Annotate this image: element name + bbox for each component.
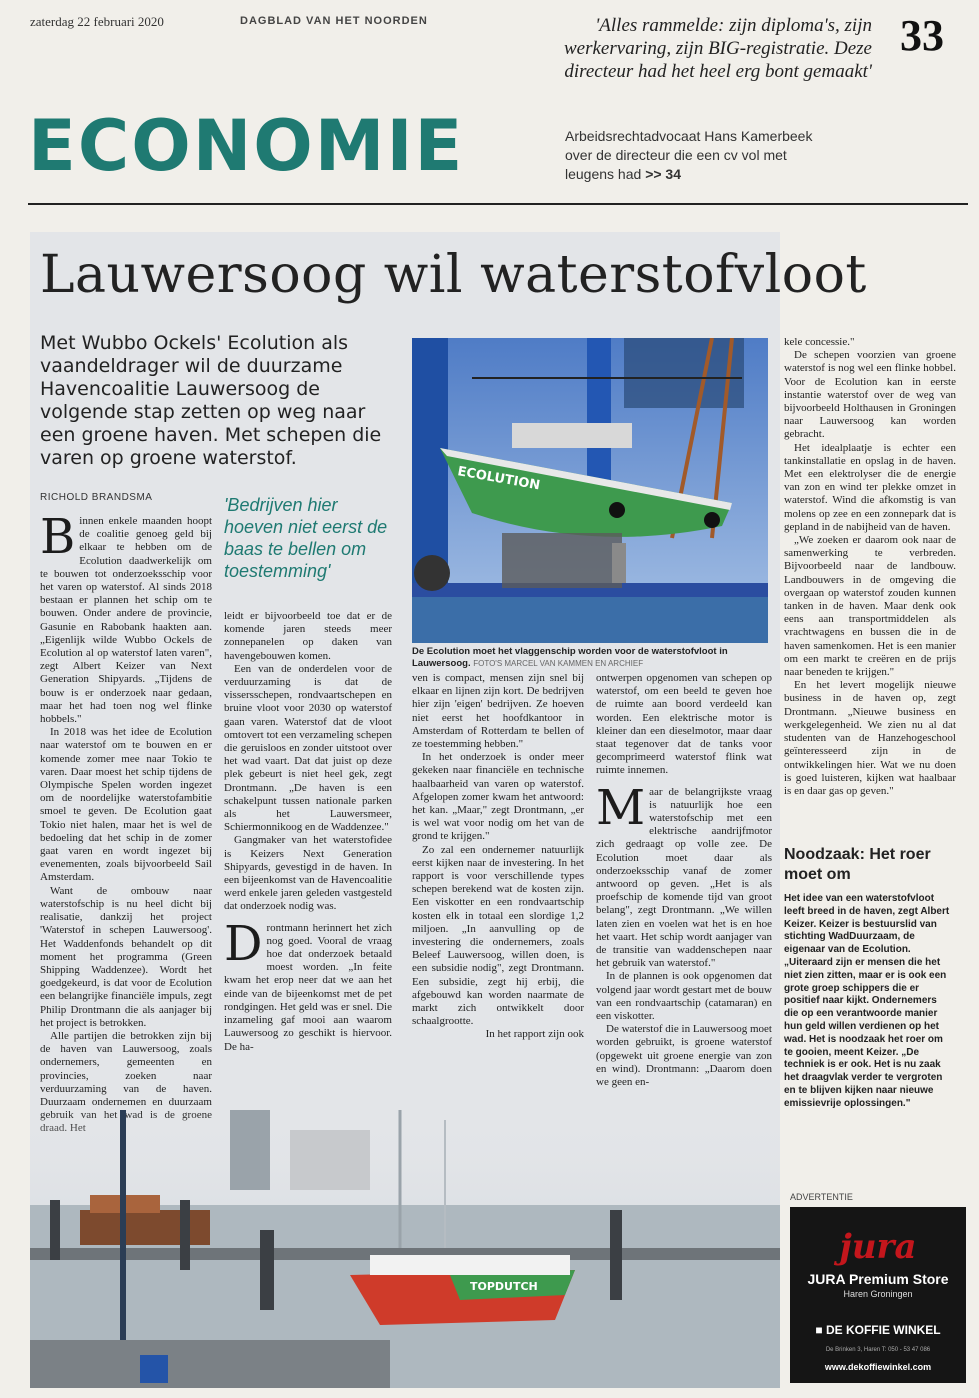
- col5-para-3: Het idealplaatje is echter een tankinstallatie en opslag in de haven. Met een elektrolyser die de energie van zon en wind ter plekke omzet in waterstof. Wind die afkomstig is van molens op zee en een zonnepark dat is gepland in de nabijheid van de haven.: [784, 441, 956, 533]
- teaser: [565, 127, 825, 184]
- column-4: [596, 672, 772, 1089]
- section-rule: [28, 203, 968, 205]
- col4-para-1: ontwerpen opgenomen van schepen op waterstof, om een beeld te geven hoe de ruimte aan boord verdeeld kan worden. Een elektrische motor is kleiner dan een dieselmotor, maar daar staat tegenover dat de tanks voor gecomprimeerd waterstof flink wat ruimte innemen.: [596, 672, 772, 777]
- header-quote: 'Alles rammelde: zijn diploma's, zijn werkervaring, zijn BIG-registratie. Deze directeur had het heel erg bont gemaakt': [564, 15, 872, 82]
- col4-para-2-text: aar de belangrijkste vraag is natuurlijk hoe een waterstofschip met een elektrische aandrijfmotor zich gedraagt op volle zee. De Ecolution moet daar als onderzoeksschip vanaf de zomer antwoord op geven. „Het is als proefschip de komende tijd van groot belang", zegt Drontmann. „We willen laten zien en voelen wat het is en hoe het vaart. Het schip wordt aanjager van de transitie van waddenschepen naar het gebruik van waterstof.": [596, 785, 772, 970]
- newspaper-name: DAGBLAD VAN HET NOORDEN: [240, 15, 428, 27]
- issue-date: zaterdag 22 februari 2020: [30, 14, 164, 29]
- col3-para-3: Zo zal een ondernemer natuurlijk eerst kijken naar de investering. In het rapport is voor verschillende types schepen berekend wat de kosten zijn. Een viskotter en een rondvaartschip kosten elk in totaal een slordige 1,2 miljoen. „In aanvulling op de investering die ondernemers, zoals Beleef Lauwersoog, willen doen, is een subsidie nodig", zegt Drontmann. Een subsidie, zegt hij erbij, die afgebouwd kan worden naarmate de markt zich ontwikkelt door schaalgrootte.: [412, 843, 584, 1028]
- ad-shop: [800, 1323, 956, 1337]
- ad-website[interactable]: www.dekoffiewinkel.com: [824, 1362, 932, 1372]
- col4-para-2: [596, 779, 772, 971]
- col3-para-4: In het rapport zijn ook: [485, 1028, 584, 1041]
- ad-address: De Brinken 3, Haren T: 050 - 53 47 086: [825, 1347, 931, 1353]
- col2-para-3: Gangmaker van het waterstofidee is Keizers Next Generation Shipyards, gevestigd in de haven. In een bijeenkomst van de Havencoalitie werd enkele jaren geleden vastgesteld dat onderzoek nodig was.: [224, 834, 392, 913]
- col2-para-1: leidt er bijvoorbeeld toe dat er de komende jaren steeds meer zonnepanelen op daken van havengebouwen komen.: [224, 610, 392, 662]
- column-5: [784, 336, 956, 798]
- col4-para-3: In de plannen is ook opgenomen dat volgend jaar wordt gestart met de bouw van een rondvaartschip (catamaran) en een viskotter.: [596, 970, 772, 1023]
- ad-label: ADVERTENTIE: [790, 1192, 853, 1202]
- col4-para-4: De waterstof die in Lauwersoog moet worden gebruikt, is groene waterstof (opgewekt uit groene energie van zon en wind). Drontmann: „Daarom doen we geen en-: [596, 1023, 772, 1089]
- col5-para-1: kele concessie.": [784, 336, 855, 348]
- column-1: [40, 509, 212, 1136]
- sidebar-body: Het idee van een waterstofvloot leeft breed in de haven, zegt Albert Keizer. Keizer is bestuurslid van stichting WadDuurzaam, de eigenaar van de Ecolution. „Uiteraard zijn er mensen die het niet zien zitten, maar er is ook een grote groep schippers die er positief naar kijkt. Ondernemers die op een verantwoorde manier hun geld willen verdienen op het wad. Het is noodzaak het roer om te gooien, meent Keizer. „De techniek is er ook. Het is nu zaak het draagvlak verder te vergroten en te blijven kijken naar nieuwe emissievrije oplossingen.": [784, 893, 950, 1109]
- dropcap-d: D: [224, 915, 263, 972]
- caption-text: De Ecolution moet het vlaggenschip worden voor de waterstofvloot in Lauwersoog.: [412, 646, 728, 669]
- column-3: [412, 672, 584, 1042]
- boat-name: ECOLUTION: [456, 464, 542, 494]
- col2-para-4-text: rontmann herinnert het zich nog goed. Vooral de vraag hoe dat onderzoek betaald moest worden. „In feite kwam het erop neer dat we aan het einde van de bijeenkomst met de pet rondgingen. Het geld was er snel. Die inzameling gaf mooi aan waarom Lauwersoog zo geschikt is hiervoor. De ha-: [224, 921, 392, 1053]
- teaser-text: Arbeidsrechtadvocaat Hans Kamerbeek over de directeur die een cv vol met leugens had: [565, 128, 813, 182]
- ad-location: Haren Groningen: [843, 1289, 913, 1299]
- col5-para-4: „We zoeken er daarom ook naar de samenwerking te verbreden. Bijvoorbeeld naar de landbouw. Landbouwers in de omgeving die overgaan op waterstof zouden kunnen tanken in de haven. Maar denk ook eens aan transportmiddelen als vrachtwagens en bussen die in de haven samenkomen. Het is een manier om een markt te creëren en de prijs naar beneden te krijgen.": [784, 534, 956, 679]
- col2-para-2: Een van de onderdelen voor de verduurzaming is dat de vissersschepen, rondvaartschepen en bruine vloot voor 2030 op waterstof gaan varen. Waterstof dat de vloot omtovert tot een verzameling schepen die geruisloos en zonder uitstoot over het wad vaart. Dat dat juist op deze plek gebeurt is niet heel gek, zegt Drontmann. „De haven is een schakelpunt tussen nationale parken als het Lauwersmeer, Schiermonnikoog en de Waddenzee.": [224, 662, 392, 834]
- col1-para-4: Alle partijen die betrokken zijn bij de haven van Lauwersoog, zoals ondernemers, gemeenten en provincies, zoeken naar verduurzaming van de haven. Duurzaam ondernemen en duurzaam: [40, 1029, 212, 1108]
- dropcap-b: B: [40, 509, 76, 565]
- column-2: [224, 610, 392, 1054]
- col3-para-2: In het onderzoek is onder meer gekeken naar financiële en technische haalbaarheid van varen op waterstof. Afgelopen zomer kwam het antwoord: het kan. „Maar," zegt Drontmann, „er is wel wat voor nodig om het van de grond te krijgen.": [412, 751, 584, 843]
- ad-store: JURA Premium Store: [807, 1271, 949, 1287]
- col1-para-2: In 2018 was het idee de Ecolution naar waterstof om te bouwen en er komende zomer mee naar Tokio te varen. Daar moest het schip tijdens de Olympische Spelen worden ingezet om de noordelijke waterstofambitie smoel te geven. De Ecolution gaat Tokio niet halen, maar het is wel de bedoeling dat het schip in de zomer gaat varen en wordt ingezet bij evenementen, zoals bijvoorbeeld Sail Amsterdam.: [40, 726, 212, 884]
- section-title: ECONOMIE: [28, 105, 465, 187]
- page-number: 33: [900, 11, 944, 60]
- headline: Lauwersoog wil waterstofvloot: [40, 245, 867, 305]
- col1-para-1: innen enkele maanden hoopt de coalitie genoeg geld bij elkaar te hebben om de Ecolution daadwerkelijk om te bouwen tot onderzoeksschip voor het varen op waterstof. Al sinds 2018 bestaan er plannen het schip om te bouwen. Onder andere de provincie, Gasunie en Rabobank haakten aan. „Eigenlijk wilde Wubbo Ockels de Ecolution al op waterstof laten varen", zegt Albert Keizer van Next Generation Shipyards. „Tijdens de bouw is er onderzoek naar gedaan, maar het had toen nog wel flinke hobbels.": [40, 515, 212, 726]
- ad-shop-name: DE KOFFIE WINKEL: [825, 1323, 941, 1337]
- byline: RICHOLD BRANDSMA: [40, 492, 153, 503]
- col5-para-2: De schepen voorzien van groene waterstof is nog wel een flinke hobbel. Voor de Ecolution kan in eerste instantie waterstof over de weg van bijvoorbeeld Holthausen in Groningen naar Lauwersoog kan worden gebracht.: [784, 349, 956, 441]
- article-lead: Met Wubbo Ockels' Ecolution als vaandeldrager wil de duurzame Havencoalitie Lauwersoog de volgende stap zetten op weg naar een groene haven. Met schepen die varen op groene waterstof.: [40, 332, 382, 469]
- coffee-cup-icon: ■: [815, 1323, 823, 1337]
- photo-credit: FOTO'S MARCEL VAN KAMMEN EN ARCHIEF: [473, 659, 644, 668]
- col5-para-5: En het levert mogelijk nieuwe business in de haven op, zegt Drontmann. „Nieuwe business en werkgelegenheid. We zien nu al dat studenten van de Hanzehogeschool geïnteresseerd zijn in de ontwikkelingen hier. Wat we nu doen is goed luisteren, kijken wat haalbaar is en daar gas op geven.": [784, 679, 956, 797]
- dropcap-m: M: [596, 779, 646, 836]
- photo-caption: [412, 646, 772, 670]
- harbor-photo: [30, 1110, 780, 1388]
- col2-para-4: [224, 915, 392, 1054]
- advertisement[interactable]: [790, 1207, 966, 1383]
- col3-para-1: ven is compact, mensen zijn snel bij elkaar en lijnen zijn kort. De bedrijven hier zijn 'eigen' bedrijven. Ze hoeven niet eerst het hoofdkantoor in Amsterdam of Rotterdam te bellen of ze toestemming hebben.": [412, 672, 584, 751]
- ecolution-photo: [412, 338, 768, 643]
- col1-para-3: Want de ombouw naar waterstofschip is nu heel dicht bij realisatie, dankzij het project 'Waterstof in schepen Lauwersoog'. Het Waddenfonds behandelt op dit moment het programma (Green Shipping Waddenzee). Wordt het goedgekeurd, is dat voor de Ecolution een belangrijke financiële impuls, zegt Philip Drontmann die als aanjager bij het project is betrokken.: [40, 884, 212, 1029]
- teaser-ref: >> 34: [645, 166, 682, 182]
- boat-hull-lettering: TOPDUTCH: [470, 1280, 538, 1293]
- pull-quote: 'Bedrijven hier hoeven niet eerst de baas te bellen om toestemming': [224, 495, 388, 581]
- jura-logo: jura: [839, 1227, 917, 1267]
- sidebar-heading: Noodzaak: Het roer moet om: [784, 846, 931, 883]
